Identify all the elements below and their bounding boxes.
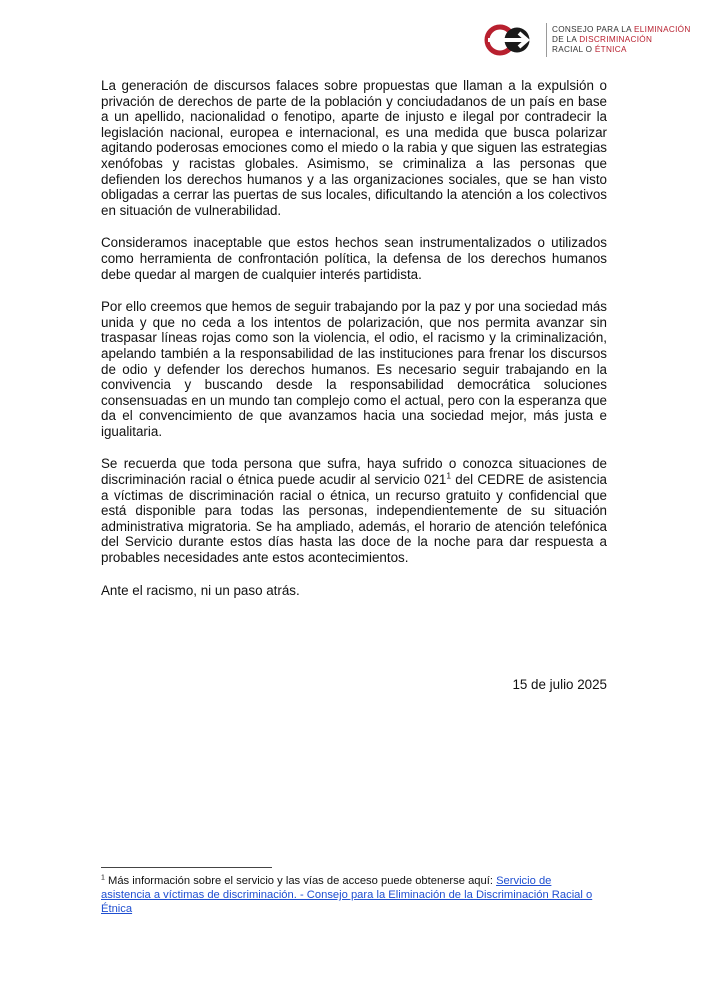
- org-name-line-1: CONSEJO PARA LA ELIMINACIÓN: [552, 25, 691, 34]
- paragraph-inaceptable: Consideramos inaceptable que estos hechos sean instrumentalizados o utilizados como herramienta de confrontación política, la defensa de los derechos humanos debe quedar al margen de cualquier interés partidista.: [101, 235, 607, 282]
- org-name: [552, 25, 691, 55]
- document-date: 15 de julio 2025: [512, 677, 607, 692]
- org-name-line-2: DE LA DISCRIMINACIÓN: [552, 35, 653, 44]
- footnote-reference[interactable]: 1: [446, 470, 452, 481]
- footnote: [101, 874, 601, 916]
- org-header: [480, 20, 691, 60]
- footnote-separator: [101, 867, 272, 868]
- paragraph-paz-sociedad: Por ello creemos que hemos de seguir trabajando por la paz y por una sociedad más unida y que no ceda a los intentos de polarización, que nos permita avanzar sin traspasar líneas rojas como son la violencia, el odio, el racismo y la criminalización, apelando también a la responsabilidad de las instituciones para frenar los discursos de odio y defender los derechos humanos. Es necesario seguir trabajando en la convivencia y buscando desde la responsabilidad democrática soluciones consensuadas en un mundo tan complejo como el actual, pero con la esperanza que da el convencimiento de que avanzamos hacia una sociedad mejor, más justa e igualitaria.: [101, 299, 607, 439]
- paragraph-discursos-falaces: La generación de discursos falaces sobre propuestas que llaman a la expulsión o privación de derechos de parte de la población y conciudadanos de un país en base a un apellido, nacionalidad o fenotipo, aparte de injusto e ilegal por contradecir la legislación nacional, europea e internacional, es una medida que busca polarizar agitando poderosas emociones como el miedo o la rabia y que siguen las estrategias xenófobas y racistas globales. Asimismo, se criminaliza a las personas que defienden los derechos humanos y a las organizaciones sociales, que se han visto obligadas a cerrar las puertas de sus locales, dificultando la atención a los colectivos en situación de vulnerabilidad.: [101, 78, 607, 218]
- cedre-logo-icon: [480, 20, 540, 60]
- closing-statement: Ante el racismo, ni un paso atrás.: [101, 582, 300, 598]
- org-name-line-3: RACIAL O ÉTNICA: [552, 45, 627, 54]
- footnote-service-link[interactable]: Servicio de asistencia a víctimas de discriminación. - Consejo para la Eliminación de la Discriminación Racial o Étnica: [101, 875, 593, 915]
- footnote-mark: 1: [101, 874, 105, 882]
- document-body: [101, 78, 607, 615]
- footnote-text: Más información sobre el servicio y las vías de acceso puede obtenerse aquí:: [104, 875, 497, 887]
- logo-divider: [546, 23, 547, 57]
- paragraph-servicio-021: Se recuerda que toda persona que sufra, haya sufrido o conozca situaciones de discriminación racial o étnica puede acudir al servicio $021^1$ del CEDRE de asistencia a víctimas de discriminación racial o étnica, un recurso gratuito y confidencial que está disponible para todas las personas, independientemente de su situación administrativa migratoria. Se ha ampliado, además, el horario de atención telefónica del Servicio durante estos días hasta las doce de la noche para dar respuesta a probables necesidades ante estos acontecimientos.: [101, 456, 607, 566]
